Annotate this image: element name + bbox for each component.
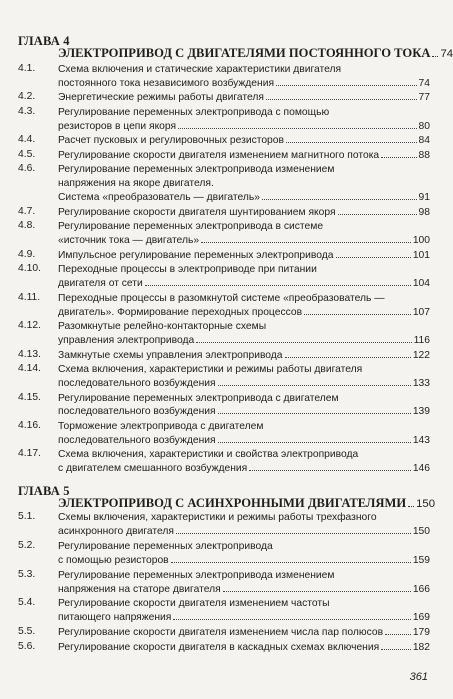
dot-leader	[223, 591, 411, 592]
entry-text: Схемы включения, характеристики и режимы работы трехфазного	[58, 512, 377, 523]
entry-text: Регулирование скорости двигателя изменением магнитного потока	[58, 149, 380, 161]
entry-number: 4.10.	[18, 263, 41, 275]
dot-leader	[171, 562, 411, 563]
entry-number: 4.4.	[18, 134, 36, 146]
entry-page: 107	[412, 306, 430, 318]
entry-text: Регулирование переменных электропривода в системе	[58, 221, 324, 233]
page-number: 361	[409, 671, 428, 683]
entry-page: 166	[412, 583, 430, 595]
entry-page: 143	[412, 434, 430, 446]
entry-page: 80	[418, 120, 430, 132]
entry-text: Схема включения, характеристики и режимы работы двигателя	[58, 364, 363, 376]
entry-page: 101	[412, 249, 430, 261]
entry-number: 5.2.	[18, 539, 36, 551]
entry-page: 133	[412, 378, 430, 390]
entry-number: 4.7.	[18, 205, 36, 217]
entry-page: 179	[412, 627, 430, 639]
entry-text: Расчет пусковых и регулировочных резисторов	[58, 135, 284, 147]
entry-page: 77	[418, 92, 430, 104]
dot-leader	[249, 470, 411, 471]
entry-page: 91	[418, 192, 430, 204]
entry-number: 5.4.	[18, 597, 36, 609]
entry-number: 4.5.	[18, 148, 36, 160]
dot-leader	[432, 56, 438, 57]
entry-text: напряжения на статоре двигателя	[58, 583, 221, 595]
entry-page: 169	[412, 612, 430, 624]
dot-leader	[336, 257, 411, 258]
entry-page: 159	[412, 554, 430, 566]
chapter-title-text: ЭЛЕКТРОПРИВОД С ДВИГАТЕЛЯМИ ПОСТОЯННОГО ТОКА	[58, 46, 431, 60]
entry-text: последовательного возбуждения	[58, 378, 216, 390]
entry-text: Замкнутые схемы управления электропривода	[58, 349, 283, 361]
dot-leader	[201, 242, 411, 243]
dot-leader	[176, 533, 411, 534]
entry-text: Импульсное регулирование переменных электропривода	[58, 249, 334, 261]
entry-page: 182	[412, 642, 430, 654]
entry-text: Регулирование переменных электропривода изменением	[58, 164, 335, 176]
chapter-title	[58, 496, 435, 511]
entry-text: Регулирование скорости двигателя изменением частоты	[58, 598, 330, 610]
entry-page: 88	[418, 149, 430, 161]
entry-number: 5.1.	[18, 511, 36, 522]
entry-number: 5.5.	[18, 626, 36, 638]
entry-page: 104	[412, 278, 430, 290]
entry-text: Разомкнутые релейно-контакторные схемы	[58, 321, 267, 333]
entry-text: Переходные процессы в электроприводе при питании	[58, 264, 317, 276]
dot-leader	[173, 619, 410, 620]
entry-number: 4.2.	[18, 91, 36, 103]
dot-leader	[285, 357, 411, 358]
entry-text: управления электропривода	[58, 335, 195, 347]
entry-number: 4.14.	[18, 363, 41, 375]
entry-text: питающего напряжения	[58, 612, 172, 624]
entry-page: 150	[412, 525, 430, 537]
entry-number: 4.6.	[18, 163, 36, 175]
entry-number: 5.6.	[18, 641, 36, 653]
dot-leader	[286, 142, 417, 143]
dot-leader	[218, 413, 411, 414]
entry-text: Регулирование скорости двигателя изменением числа пар полюсов	[58, 627, 384, 639]
entry-text: постоянного тока независимого возбуждения	[58, 77, 275, 89]
entry-text: Торможение электропривода с двигателем	[58, 421, 264, 432]
entry-text: Схема включения и статические характеристики двигателя	[58, 64, 342, 75]
entry-text: асинхронного двигателя	[58, 525, 174, 537]
entry-text: последовательного возбуждения	[58, 434, 216, 446]
entry-text: Регулирование переменных электропривода изменением	[58, 569, 335, 581]
entry-page: 116	[413, 335, 430, 347]
chapter-page: 150	[416, 498, 435, 510]
entry-number: 4.3.	[18, 105, 36, 117]
entry-page: 74	[418, 77, 430, 89]
entry-text: напряжения на якоре двигателя.	[58, 178, 214, 190]
dot-leader	[408, 506, 414, 507]
dot-leader	[385, 634, 411, 635]
entry-text: двигателя от сети	[58, 278, 143, 290]
entry-text: с двигателем смешанного возбуждения	[58, 463, 248, 475]
entry-text: Регулирование переменных электропривода	[58, 540, 273, 552]
entry-page: 146	[412, 463, 430, 475]
dot-leader	[262, 199, 417, 200]
dot-leader	[178, 128, 416, 129]
entry-text: Схема включения, характеристики и свойства электропривода	[58, 449, 359, 461]
dot-leader	[276, 85, 416, 86]
entry-text: Энергетические режимы работы двигателя	[58, 92, 264, 104]
entry-number: 5.3.	[18, 568, 36, 580]
entry-number: 4.9.	[18, 248, 36, 260]
entry-page: 139	[412, 406, 430, 418]
entry-number: 4.15.	[18, 391, 41, 403]
entry-number: 4.17.	[18, 448, 41, 460]
dot-leader	[381, 157, 416, 158]
entry-number: 4.8.	[18, 220, 36, 232]
entry-text: с помощью резисторов	[58, 554, 169, 566]
entry-text: Переходные процессы в разомкнутой системе «преобразователь —	[58, 292, 385, 304]
dot-leader	[218, 442, 411, 443]
entry-text: Регулирование скорости двигателя в каскадных схемах включения	[58, 642, 380, 654]
entry-text: Система «преобразователь — двигатель»	[58, 192, 260, 204]
entry-number: 4.13.	[18, 348, 41, 360]
chapter-title-text: ЭЛЕКТРОПРИВОД С АСИНХРОННЫМИ ДВИГАТЕЛЯМИ	[58, 496, 407, 510]
dot-leader	[381, 649, 411, 650]
dot-leader	[145, 285, 411, 286]
entry-page: 84	[418, 135, 430, 147]
dot-leader	[218, 385, 411, 386]
chapter-title	[58, 46, 453, 61]
entry-number: 4.16.	[18, 420, 41, 431]
entry-text: «источник тока — двигатель»	[58, 235, 200, 247]
chapter-page: 74	[440, 48, 453, 60]
chapter-label: ГЛАВА 4	[18, 34, 70, 48]
entry-page: 122	[412, 349, 430, 361]
entry-number: 4.12.	[18, 320, 41, 332]
entry-text: резисторов в цепи якоря	[58, 120, 177, 132]
entry-text: двигатель». Формирование переходных процессов	[58, 306, 303, 318]
dot-leader	[304, 314, 411, 315]
chapter-label: ГЛАВА 5	[18, 484, 70, 498]
dot-leader	[338, 214, 417, 215]
entry-number: 4.11.	[18, 291, 41, 303]
dot-leader	[266, 99, 417, 100]
entry-number: 4.1.	[18, 63, 36, 74]
entry-page: 100	[412, 235, 430, 247]
entry-text: Регулирование переменных электропривода с помощью	[58, 106, 330, 118]
entry-text: Регулирование переменных электропривода с двигателем	[58, 392, 339, 404]
entry-text: последовательного возбуждения	[58, 406, 216, 418]
entry-page: 98	[418, 206, 430, 218]
dot-leader	[196, 342, 411, 343]
entry-text: Регулирование скорости двигателя шунтированием якоря	[58, 206, 336, 218]
